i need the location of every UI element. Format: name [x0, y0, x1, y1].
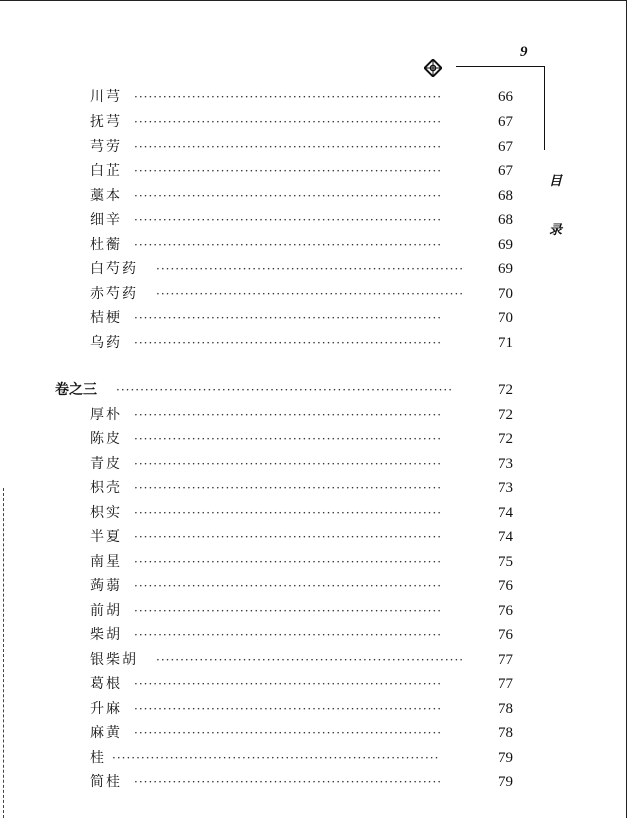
toc-entry-label: 南星	[90, 554, 122, 570]
toc-entry-page: 71	[498, 335, 513, 351]
toc-entry-label: 青皮	[90, 456, 122, 472]
dot-leader: ································································	[134, 579, 443, 593]
toc-entry-page: 67	[498, 114, 513, 130]
dot-leader: ································································	[134, 677, 443, 691]
dot-leader: ····································································	[112, 751, 440, 765]
toc-entry-page: 67	[498, 163, 513, 179]
toc-entry-page: 72	[498, 431, 513, 447]
dot-leader: ································································	[134, 481, 443, 495]
toc-entry-label: 葛根	[90, 676, 122, 692]
toc-entry-page: 69	[498, 237, 513, 253]
dot-leader: ································································	[134, 432, 443, 446]
toc-entry-label: 前胡	[90, 603, 122, 619]
toc-entry-page: 79	[498, 750, 513, 766]
dot-leader: ································································	[134, 555, 443, 569]
toc-entry-label: 半夏	[90, 529, 122, 545]
toc-entry-label: 桂	[90, 750, 106, 766]
dot-leader: ································································	[134, 628, 443, 642]
toc-entry-page: 67	[498, 139, 513, 155]
toc-entry-label: 枳实	[90, 505, 122, 521]
dot-leader: ································································	[134, 140, 443, 154]
toc-entry-page: 68	[498, 188, 513, 204]
toc-entry-page: 74	[498, 529, 513, 545]
section-page: 72	[498, 382, 513, 398]
dot-leader: ································································	[134, 457, 443, 471]
dot-leader: ································································	[134, 115, 443, 129]
dot-leader: ································································	[156, 262, 465, 276]
dot-leader: ································································	[156, 287, 465, 301]
dot-leader: ································································	[134, 164, 443, 178]
toc-entry-label: 厚朴	[90, 407, 122, 423]
dot-leader: ································································	[134, 408, 443, 422]
dot-leader: ································································	[134, 506, 443, 520]
toc-entry-page: 72	[498, 407, 513, 423]
dot-leader: ································································	[134, 311, 443, 325]
toc-entry-label: 乌药	[90, 335, 122, 351]
toc-entry-page: 70	[498, 310, 513, 326]
dot-leader: ································································	[134, 213, 443, 227]
toc-entry-page: 79	[498, 774, 513, 790]
dot-leader: ································································	[134, 775, 443, 789]
section-label: 卷之三	[55, 382, 97, 398]
toc-entry-page: 77	[498, 652, 513, 668]
dot-leader: ································································	[134, 238, 443, 252]
toc-entry-page: 78	[498, 725, 513, 741]
toc-entry-label: 川芎	[90, 89, 122, 105]
dot-leader: ······································································	[116, 383, 454, 397]
toc-entry-label: 蒟蒻	[90, 578, 122, 594]
dot-leader: ································································	[134, 726, 443, 740]
toc-entry-page: 73	[498, 456, 513, 472]
toc-entry-label: 升麻	[90, 701, 122, 717]
dot-leader: ································································	[134, 604, 443, 618]
toc-entry-label: 桔梗	[90, 310, 122, 326]
toc-entry-label: 银柴胡	[90, 652, 138, 668]
toc-entry-label: 细辛	[90, 212, 122, 228]
toc-entry-label: 白芍药	[90, 261, 138, 277]
dot-leader: ································································	[134, 530, 443, 544]
toc-entry-page: 70	[498, 286, 513, 302]
toc-entry-page: 76	[498, 578, 513, 594]
dot-leader: ································································	[134, 189, 443, 203]
toc-entry-page: 75	[498, 554, 513, 570]
dot-leader: ································································	[134, 336, 443, 350]
toc-entry-label: 简桂	[90, 774, 122, 790]
toc-entry-page: 68	[498, 212, 513, 228]
dot-leader: ································································	[134, 90, 443, 104]
toc-entry-label: 柴胡	[90, 627, 122, 643]
toc-entry-page: 77	[498, 676, 513, 692]
toc-entry-label: 麻黄	[90, 725, 122, 741]
toc-entry-label: 陈皮	[90, 431, 122, 447]
toc-entry-label: 芎劳	[90, 139, 122, 155]
toc-entry-page: 78	[498, 701, 513, 717]
toc-entry-page: 69	[498, 261, 513, 277]
toc-entry-label: 白芷	[90, 163, 122, 179]
toc-entry-label: 抚芎	[90, 114, 122, 130]
toc-entry-label: 枳壳	[90, 480, 122, 496]
toc-entry-page: 76	[498, 603, 513, 619]
toc-entry-label: 藁本	[90, 188, 122, 204]
dot-leader: ································································	[134, 702, 443, 716]
toc-entry-page: 74	[498, 505, 513, 521]
dot-leader: ································································	[156, 653, 465, 667]
toc-entry-label: 杜蘅	[90, 237, 122, 253]
toc-entry-page: 73	[498, 480, 513, 496]
side-label-char-2: 录	[549, 223, 563, 238]
toc-entry-label: 赤芍药	[90, 286, 138, 302]
side-label-char-1: 目	[549, 174, 563, 189]
toc-entry-page: 66	[498, 89, 513, 105]
page-number: 9	[520, 44, 528, 60]
toc-entry-page: 76	[498, 627, 513, 643]
